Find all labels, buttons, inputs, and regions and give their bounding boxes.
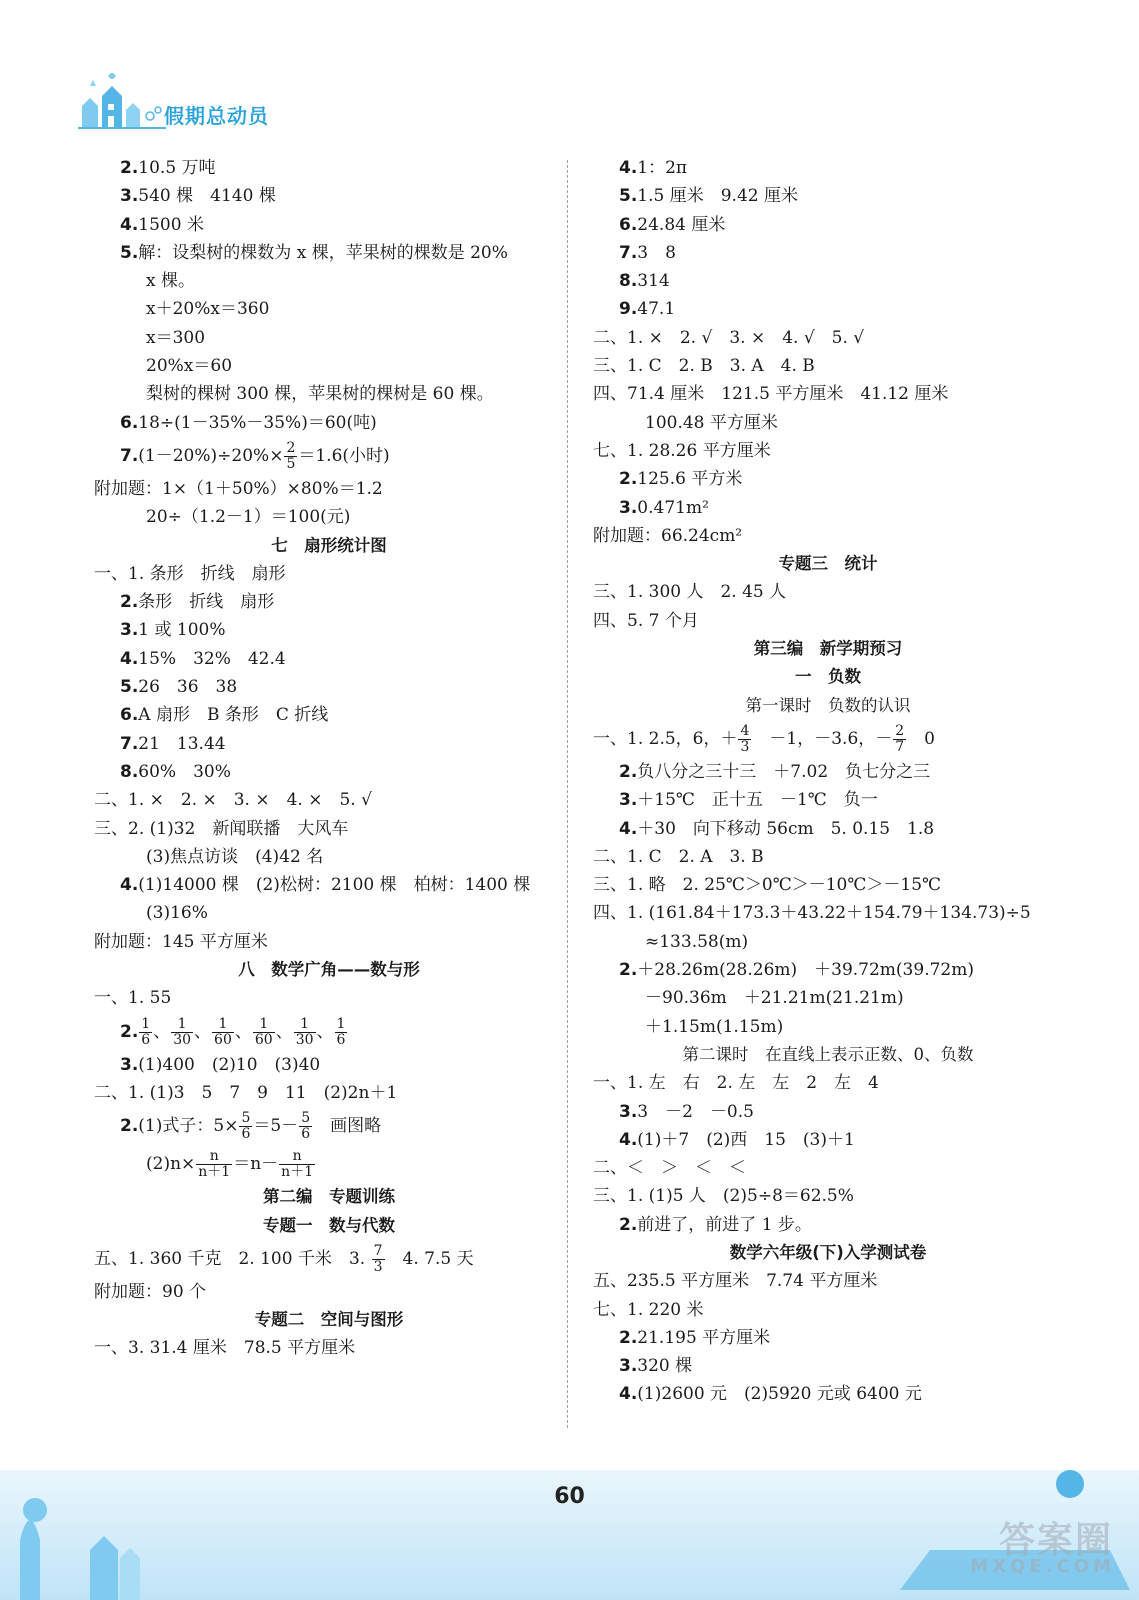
answer-text: 10.5 万吨 (138, 158, 216, 178)
fraction-numerator: n (279, 1149, 315, 1165)
answer-text: 15% 32% 42.4 (138, 648, 286, 669)
question-number: 2. (619, 960, 638, 981)
answer-text: 四、71.4 厘米 121.5 平方厘米 41.12 厘米 (593, 384, 949, 405)
fraction-numerator: 4 (740, 722, 750, 739)
answer-text: ≈133.58(m) (645, 931, 749, 952)
answer-text: 条形 折线 扇形 (138, 592, 275, 613)
answer-text: 26 36 38 (138, 677, 238, 698)
answer-line (593, 465, 1063, 493)
section-heading: 八 数学广角——数与形 (238, 960, 420, 980)
answer-text: 附加题：66.24cm² (593, 525, 743, 546)
answer-line (593, 267, 1063, 295)
answer-line (94, 409, 564, 437)
answer-text: 附加题：145 平方厘米 (94, 931, 268, 952)
fraction-numerator: 1 (141, 1015, 151, 1032)
fraction-denominator: 3 (740, 738, 750, 755)
question-number: 4. (619, 1384, 638, 1405)
question-number: 5. (120, 242, 139, 263)
question-number: 3. (120, 620, 139, 641)
answer-line (94, 1334, 564, 1362)
answer-line (94, 1145, 564, 1183)
question-number: 2. (619, 761, 638, 782)
fraction-numerator: 5 (301, 1110, 311, 1127)
answer-line (94, 730, 564, 758)
answer-line (94, 1079, 564, 1107)
answer-text: 二、＜ ＞ ＜ ＜ (593, 1158, 746, 1179)
answer-line (94, 899, 564, 927)
answer-line (94, 1013, 564, 1051)
fraction-numerator: 1 (171, 1017, 193, 1033)
answer-text: 1500 米 (138, 214, 204, 235)
answer-line (593, 1380, 1063, 1408)
answer-text: 画图略 (313, 1116, 382, 1137)
fraction (239, 1111, 252, 1142)
watermark-site: MXQE.COM (970, 1556, 1115, 1577)
fraction-denominator: 6 (301, 1126, 311, 1143)
answer-line (94, 324, 564, 352)
answer-text: 二、1. C 2. A 3. B (593, 846, 764, 867)
question-number: 4. (619, 818, 638, 839)
fraction-denominator: 6 (241, 1126, 251, 1143)
answer-text: 4. 7.5 天 (385, 1248, 474, 1269)
fraction (335, 1017, 348, 1048)
fraction (212, 1017, 234, 1048)
answer-text: －1，－3.6，－ (752, 728, 893, 749)
lesson-heading: 第二课时 在直线上表示正数、0、负数 (682, 1044, 974, 1064)
question-number: 4. (120, 875, 139, 896)
answer-text: (1－20%)÷20%× (138, 445, 284, 466)
page-number: 60 (554, 1484, 585, 1509)
answer-line (94, 701, 564, 729)
fraction (171, 1017, 193, 1048)
answer-line (593, 1154, 1063, 1182)
answer-line (94, 352, 564, 380)
answer-text: 一、3. 31.4 厘米 78.5 平方厘米 (94, 1338, 356, 1359)
answer-text: (3)焦点访谈 (4)42 名 (146, 846, 324, 867)
answer-text: (2)n× (146, 1154, 196, 1175)
fraction-numerator: 1 (336, 1015, 346, 1032)
question-number: 8. (619, 271, 638, 292)
question-number: 5. (120, 677, 139, 698)
fraction-numerator: 5 (241, 1110, 251, 1127)
answer-text: 320 棵 (637, 1356, 693, 1377)
answer-text: A 扇形 B 条形 C 折线 (138, 705, 329, 726)
fraction (372, 1244, 385, 1275)
answer-text: 三、1. C 2. B 3. A 4. B (593, 356, 815, 377)
answer-line (593, 380, 1063, 408)
fraction-numerator: 7 (373, 1242, 383, 1259)
answer-line (94, 673, 564, 701)
answer-line (94, 1278, 564, 1306)
question-number: 2. (120, 158, 139, 178)
answer-text: 47.1 (637, 299, 676, 320)
section-heading: 专题二 空间与图形 (254, 1310, 404, 1330)
fraction-denominator: 7 (895, 738, 905, 755)
answer-text: 60% 30% (138, 761, 231, 782)
answer-text: 二、1. (1)3 5 7 9 11 (2)2n＋1 (94, 1082, 398, 1103)
separator: 、 (153, 1021, 171, 1042)
answer-text: 附加题：1×（1＋50%）×80%＝1.2 (94, 478, 383, 499)
fraction-numerator: 2 (895, 722, 905, 739)
answer-text: (1)400 (2)10 (3)40 (138, 1054, 321, 1075)
column-divider (567, 160, 568, 1428)
answer-line (593, 154, 1063, 182)
answer-line (593, 409, 1063, 437)
answer-text: 0 (907, 728, 936, 749)
question-number: 3. (619, 790, 638, 811)
question-number: 2. (619, 469, 638, 490)
question-number: 9. (619, 299, 638, 320)
answer-text: (1)14000 棵 (2)松树：2100 棵 柏树：1400 棵 (138, 875, 531, 896)
fraction (196, 1149, 232, 1180)
answer-line (593, 843, 1063, 871)
answer-text: ＋15℃ 正十五 －1℃ 负一 (637, 790, 878, 811)
answer-line (593, 899, 1063, 927)
answer-text: x 棵。 (146, 271, 195, 292)
answer-line (94, 560, 564, 588)
fraction-denominator: 60 (254, 1031, 273, 1048)
answer-column-left (94, 154, 564, 1363)
answer-text: 附加题：90 个 (94, 1281, 207, 1302)
question-number: 7. (120, 733, 139, 754)
answer-text: 125.6 平方米 (637, 469, 743, 490)
answer-line (593, 928, 1063, 956)
section-heading: 一 负数 (795, 667, 861, 687)
brand-title: 假期总动员 (164, 104, 269, 128)
question-number: 3. (120, 186, 139, 207)
separator: 、 (316, 1021, 334, 1042)
fraction-denominator: 6 (141, 1031, 151, 1048)
answer-line (94, 1240, 564, 1278)
answer-text: 314 (637, 271, 670, 292)
answer-line (94, 984, 564, 1012)
question-number: 2. (120, 1021, 139, 1042)
section-heading: 第三编 新学期预习 (753, 639, 903, 659)
answer-line (593, 1324, 1063, 1352)
fraction-numerator: 1 (253, 1017, 275, 1033)
separator: 、 (275, 1021, 293, 1042)
answer-text: ＝5－ (253, 1116, 299, 1137)
answer-text: 一、1. 条形 折线 扇形 (94, 563, 286, 584)
answer-text: 一、1. 左 右 2. 左 左 2 左 4 (593, 1073, 879, 1094)
header (78, 66, 378, 136)
answer-line (593, 437, 1063, 465)
answer-text: 负八分之三十三 ＋7.02 负七分之三 (637, 761, 931, 782)
answer-line (94, 645, 564, 673)
answer-text: 二、1. × 2. √ 3. × 4. √ 5. √ (593, 327, 865, 348)
question-number: 8. (120, 761, 139, 782)
answer-text: 540 棵 4140 棵 (138, 186, 276, 207)
answer-text: x＝300 (146, 327, 206, 348)
question-number: 4. (120, 648, 139, 669)
answer-line (593, 956, 1063, 984)
answer-text: 20÷（1.2－1）＝100(元) (146, 507, 351, 528)
answer-line (94, 758, 564, 786)
answer-text: 一、1. 55 (94, 988, 172, 1009)
house-logo-icon (78, 66, 168, 136)
question-number: 2. (120, 592, 139, 613)
answer-line (593, 352, 1063, 380)
answer-text: ＝n－ (233, 1154, 279, 1175)
question-number: 3. (619, 497, 638, 518)
question-number: 7. (120, 445, 139, 466)
answer-text: 100.48 平方厘米 (645, 412, 778, 433)
fraction-denominator: 30 (295, 1031, 314, 1048)
answer-line (593, 1013, 1063, 1041)
answer-text: 三、1. (1)5 人 (2)5÷8＝62.5% (593, 1186, 854, 1207)
answer-text: 前进了，前进了 1 步。 (637, 1214, 812, 1235)
question-number: 4. (619, 1129, 638, 1150)
fraction (294, 1017, 316, 1048)
answer-text: 梨树的棵树 300 棵，苹果树的棵树是 60 棵。 (146, 384, 494, 405)
answer-line (593, 871, 1063, 899)
answer-line (593, 211, 1063, 239)
answer-line (593, 1352, 1063, 1380)
answer-text: ＋28.26m(28.26m) ＋39.72m(39.72m) (637, 960, 974, 981)
fraction (279, 1149, 315, 1180)
question-number: 2. (120, 1116, 139, 1137)
fraction-denominator: 60 (214, 1031, 232, 1048)
answer-line (94, 871, 564, 899)
answer-column-right (593, 154, 1063, 1409)
answer-text: 四、5. 7 个月 (593, 610, 699, 631)
fraction-denominator: n＋1 (198, 1164, 231, 1181)
answer-line (593, 984, 1063, 1012)
fraction-numerator: 2 (286, 439, 296, 456)
answer-text: －90.36m ＋21.21m(21.21m) (645, 988, 904, 1009)
answer-line (593, 1267, 1063, 1295)
fraction-denominator: n＋1 (281, 1164, 314, 1181)
answer-text: (1)式子：5× (138, 1116, 239, 1137)
answer-line (94, 928, 564, 956)
section-heading: 专题三 统计 (778, 554, 878, 574)
answer-text: (1)＋7 (2)西 15 (3)＋1 (637, 1129, 855, 1150)
answer-line (593, 578, 1063, 606)
question-number: 6. (619, 214, 638, 235)
answer-line (593, 1126, 1063, 1154)
answer-text: 3 8 (637, 242, 676, 263)
answer-line (593, 720, 1063, 758)
answer-text: 0.471m² (637, 497, 709, 518)
answer-line (94, 154, 564, 182)
answer-line (94, 843, 564, 871)
answer-line (94, 267, 564, 295)
answer-text: ＋1.15m(1.15m) (645, 1016, 784, 1037)
answer-line (593, 815, 1063, 843)
answer-text: ＋30 向下移动 56cm 5. 0.15 1.8 (637, 818, 935, 839)
answer-line (593, 1098, 1063, 1126)
answer-text: (1)2600 元 (2)5920 元或 6400 元 (637, 1384, 922, 1405)
answer-text: 1.5 厘米 9.42 厘米 (637, 186, 798, 207)
answer-line (94, 616, 564, 644)
answer-text: 三、2. (1)32 新闻联播 大风车 (94, 818, 349, 839)
question-number: 6. (120, 412, 139, 433)
answer-line (94, 503, 564, 531)
fraction-denominator: 6 (336, 1031, 346, 1048)
fraction (253, 1017, 275, 1048)
answer-line (593, 758, 1063, 786)
answer-text: ＝1.6(小时) (298, 445, 390, 466)
section-heading: 七 扇形统计图 (271, 535, 387, 555)
answer-line (593, 239, 1063, 267)
question-number: 4. (120, 214, 139, 235)
fraction (299, 1111, 312, 1142)
answer-line (593, 607, 1063, 635)
answer-line (94, 475, 564, 503)
section-heading: 数学六年级(下)入学测试卷 (729, 1242, 927, 1262)
answer-line (94, 437, 564, 475)
footer-decoration (0, 1440, 1139, 1600)
answer-text: 四、1. (161.84＋173.3＋43.22＋154.79＋134.73)÷5 (593, 903, 1031, 924)
answer-text: 18÷(1－35%－35%)＝60(吨) (138, 412, 377, 433)
fraction-numerator: 1 (294, 1017, 316, 1033)
question-number: 5. (619, 186, 638, 207)
separator: 、 (194, 1021, 212, 1042)
answer-line (593, 182, 1063, 210)
answer-line (94, 380, 564, 408)
answer-line (94, 815, 564, 843)
fraction (139, 1017, 152, 1048)
fraction (738, 724, 751, 755)
answer-line (94, 1051, 564, 1079)
answer-line (593, 522, 1063, 550)
question-number: 4. (619, 158, 638, 178)
answer-text: 3 －2 －0.5 (637, 1101, 754, 1122)
answer-line (593, 1296, 1063, 1324)
answer-text: 五、235.5 平方厘米 7.74 平方厘米 (593, 1271, 878, 1292)
answer-line (94, 588, 564, 616)
fraction-numerator: n (196, 1149, 232, 1165)
answer-line (94, 211, 564, 239)
question-number: 6. (120, 705, 139, 726)
answer-line (593, 1182, 1063, 1210)
question-number: 3. (619, 1356, 638, 1377)
answer-text: 21.195 平方厘米 (637, 1327, 771, 1348)
answer-line (94, 239, 564, 267)
answer-line (94, 295, 564, 323)
answer-text: x＋20%x＝360 (146, 299, 270, 320)
lesson-heading: 第一课时 负数的认识 (745, 695, 911, 715)
watermark-logo: 答案圈 (998, 1520, 1113, 1561)
question-number: 2. (619, 1327, 638, 1348)
answer-text: 24.84 厘米 (637, 214, 726, 235)
answer-line (593, 786, 1063, 814)
answer-text: 一、1. 2.5，6，＋ (593, 728, 738, 749)
fraction (893, 724, 906, 755)
answer-text: 七、1. 28.26 平方厘米 (593, 440, 771, 461)
question-number: 3. (619, 1101, 638, 1122)
fraction (284, 441, 297, 472)
fraction-denominator: 5 (286, 455, 296, 472)
answer-line (593, 494, 1063, 522)
answer-text: 三、1. 略 2. 25℃＞0℃＞－10℃＞－15℃ (593, 875, 942, 896)
answer-line (593, 324, 1063, 352)
answer-line (94, 182, 564, 210)
fraction-denominator: 3 (373, 1258, 383, 1275)
section-heading: 专题一 数与代数 (263, 1215, 395, 1235)
answer-line (593, 1211, 1063, 1239)
answer-line (94, 1107, 564, 1145)
answer-text: 1：2π (637, 158, 688, 178)
answer-text: 二、1. × 2. × 3. × 4. × 5. √ (94, 790, 372, 811)
answer-text: 三、1. 300 人 2. 45 人 (593, 582, 787, 603)
answer-text: 20%x＝60 (146, 356, 233, 377)
fraction-numerator: 1 (212, 1017, 234, 1033)
answer-text: (3)16% (146, 903, 208, 924)
answer-line (593, 1069, 1063, 1097)
answer-text: 1 或 100% (138, 620, 226, 641)
fraction-denominator: 30 (173, 1031, 192, 1048)
separator: 、 (234, 1021, 252, 1042)
answer-text: 七、1. 220 米 (593, 1299, 704, 1320)
question-number: 7. (619, 242, 638, 263)
answer-line (94, 786, 564, 814)
answer-text: 五、1. 360 千克 2. 100 千米 3. (94, 1248, 371, 1269)
section-heading: 第二编 专题训练 (263, 1187, 395, 1207)
question-number: 2. (619, 1214, 638, 1235)
question-number: 3. (120, 1054, 139, 1075)
answer-text: 21 13.44 (138, 733, 226, 754)
answer-text: 解：设梨树的棵数为 x 棵，苹果树的棵数是 20% (138, 242, 508, 263)
answer-line (593, 295, 1063, 323)
